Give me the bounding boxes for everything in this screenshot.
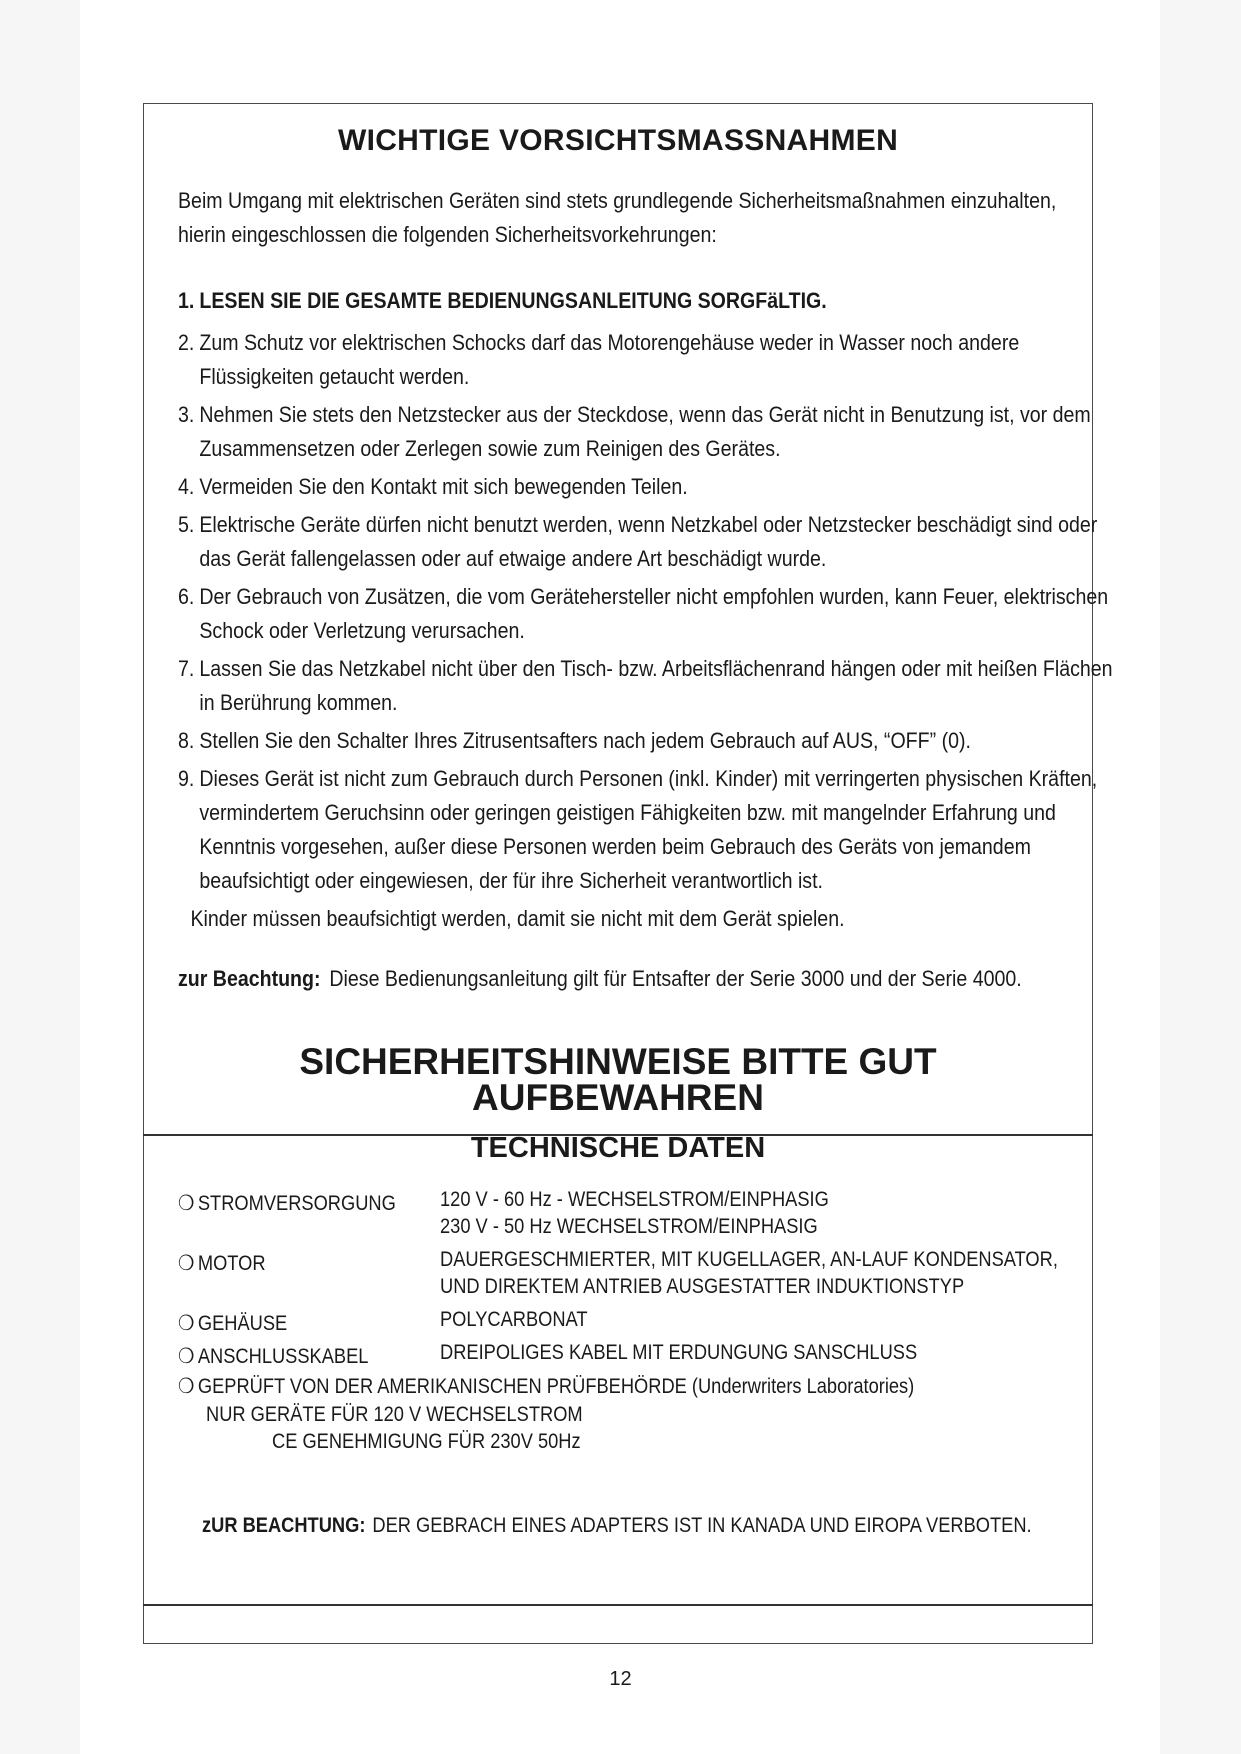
footnote-text: DER GEBRACH EINES ADAPTERS IST IN KANADA UND EIROPA VERBOTEN.: [372, 1514, 1032, 1537]
footnote-label: zUR BEACHTUNG:: [202, 1514, 366, 1537]
spec-ce-line: CE GENEHMIGUNG FÜR 230V 50Hz: [272, 1430, 581, 1453]
list-item: [178, 470, 1130, 504]
item-text: Der Gebrauch von Zusätzen, die vom Gerätehersteller nicht empfohlen wurden, kann Feuer, elektrischen Schock oder Verletzung verursachen.: [199, 584, 1109, 643]
item-number: 1.: [178, 288, 195, 313]
safety-title-line2: AUFBEWAHREN: [472, 1077, 764, 1118]
precautions-list: [178, 284, 1130, 936]
kinder-note: Kinder müssen beaufsichtigt werden, damit sie nicht mit dem Gerät spielen.: [190, 906, 845, 931]
item-number: 8.: [178, 728, 195, 753]
circle-bullet-icon: ❍: [178, 1375, 195, 1398]
item-text: Stellen Sie den Schalter Ihres Zitrusentsafters nach jedem Gebrauch auf AUS, “OFF” (0).: [199, 728, 971, 753]
item-text: Zum Schutz vor elektrischen Schocks darf das Motorengehäuse weder in Wasser noch andere Flüssigkeiten getaucht werden.: [199, 330, 1020, 389]
circle-bullet-icon: ❍: [178, 1345, 195, 1368]
spec-housing-label: ❍ GEHÄUSE: [178, 1312, 288, 1335]
list-item: [178, 508, 1130, 576]
item-text: Dieses Gerät ist nicht zum Gebrauch durch Personen (inkl. Kinder) mit verringerten physischen Kräften, vermindertem Geruchsinn oder geringen geistigen Fähigkeiten bzw. mit mangelnder Erfahrung und Kenntnis vorgesehen, außer diese Personen werden beim Gebrauch des Geräts von jemandem beaufsichtigt oder eingewiesen, der für ihre Sicherheit verantwortlich ist.: [199, 766, 1098, 893]
item-number: 7.: [178, 656, 195, 681]
bottom-divider: [143, 1604, 1093, 1606]
list-item: [178, 762, 1130, 898]
spec-power-value: 120 V - 60 Hz - WECHSELSTROM/EINPHASIG 230 V - 50 Hz WECHSELSTROM/EINPHASIG: [440, 1188, 829, 1238]
item-number: 3.: [178, 402, 195, 427]
intro-paragraph: Beim Umgang mit elektrischen Geräten sind stets grundlegende Sicherheitsmaßnahmen einzuhalten, hierin eingeschlossen die folgenden Sicherheitsvorkehrungen:: [178, 188, 1057, 247]
safety-title-line1: SICHERHEITSHINWEISE BITTE GUT: [299, 1041, 937, 1082]
item-number: 5.: [178, 512, 195, 537]
safety-title: [143, 1041, 1093, 1118]
spec-ul-line: ❍ GEPRÜFT VON DER AMERIKANISCHEN PRÜFBEHÖRDE (Underwriters Laboratories): [178, 1375, 915, 1398]
list-item: [178, 580, 1130, 648]
spec-cable-label: ❍ ANSCHLUSSKABEL: [178, 1345, 369, 1368]
item-text: LESEN SIE DIE GESAMTE BEDIENUNGSANLEITUNG SORGFäLTIG.: [199, 288, 827, 313]
note-label: zur Beachtung:: [178, 966, 321, 991]
spec-housing-value: POLYCARBONAT: [440, 1308, 588, 1331]
item-text: Elektrische Geräte dürfen nicht benutzt werden, wenn Netzkabel oder Netzstecker beschädigt sind oder das Gerät fallengelassen oder auf etwaige andere Art beschädigt wurde.: [199, 512, 1098, 571]
item-number: 9.: [178, 766, 195, 791]
item-text: Nehmen Sie stets den Netzstecker aus der Steckdose, wenn das Gerät nicht in Benutzung ist, vor dem Zusammensetzen oder Zerlegen sowie zum Reinigen des Gerätes.: [199, 402, 1091, 461]
list-item: [178, 652, 1130, 720]
item-text: Vermeiden Sie den Kontakt mit sich bewegenden Teilen.: [199, 474, 688, 499]
circle-bullet-icon: ❍: [178, 1192, 195, 1215]
spec-motor-label: ❍ MOTOR: [178, 1252, 266, 1275]
list-item: [178, 398, 1130, 466]
series-note: [178, 962, 1068, 996]
adapter-footnote: [202, 1512, 1032, 1539]
item-number: 6.: [178, 584, 195, 609]
circle-bullet-icon: ❍: [178, 1312, 195, 1335]
item-text: Lassen Sie das Netzkabel nicht über den Tisch- bzw. Arbeitsflächenrand hängen oder mit heißen Flächen in Berührung kommen.: [199, 656, 1113, 715]
spec-cable-value: DREIPOLIGES KABEL MIT ERDUNGUNG SANSCHLUSS: [440, 1341, 918, 1364]
note-text: Diese Bedienungsanleitung gilt für Entsafter der Serie 3000 und der Serie 4000.: [329, 966, 1022, 991]
list-item: [178, 284, 1130, 318]
spec-power-label: ❍ STROMVERSORGUNG: [178, 1192, 396, 1215]
item-number: 4.: [178, 474, 195, 499]
list-item: [178, 326, 1130, 394]
page-number: 12: [609, 1668, 632, 1690]
list-item: [178, 724, 1130, 758]
main-title: WICHTIGE VORSICHTSMASSNAHMEN: [337, 124, 899, 157]
spec-motor-value: DAUERGESCHMIERTER, MIT KUGELLAGER, AN-LAUF KONDENSATOR, UND DIREKTEM ANTRIEB AUSGESTATTER INDUKTIONSTYP: [440, 1248, 1058, 1298]
item-number: 2.: [178, 330, 195, 355]
spec-ul-line2: NUR GERÄTE FÜR 120 V WECHSELSTROM: [206, 1403, 583, 1426]
tech-data-title: TECHNISCHE DATEN: [470, 1132, 766, 1164]
circle-bullet-icon: ❍: [178, 1252, 195, 1275]
